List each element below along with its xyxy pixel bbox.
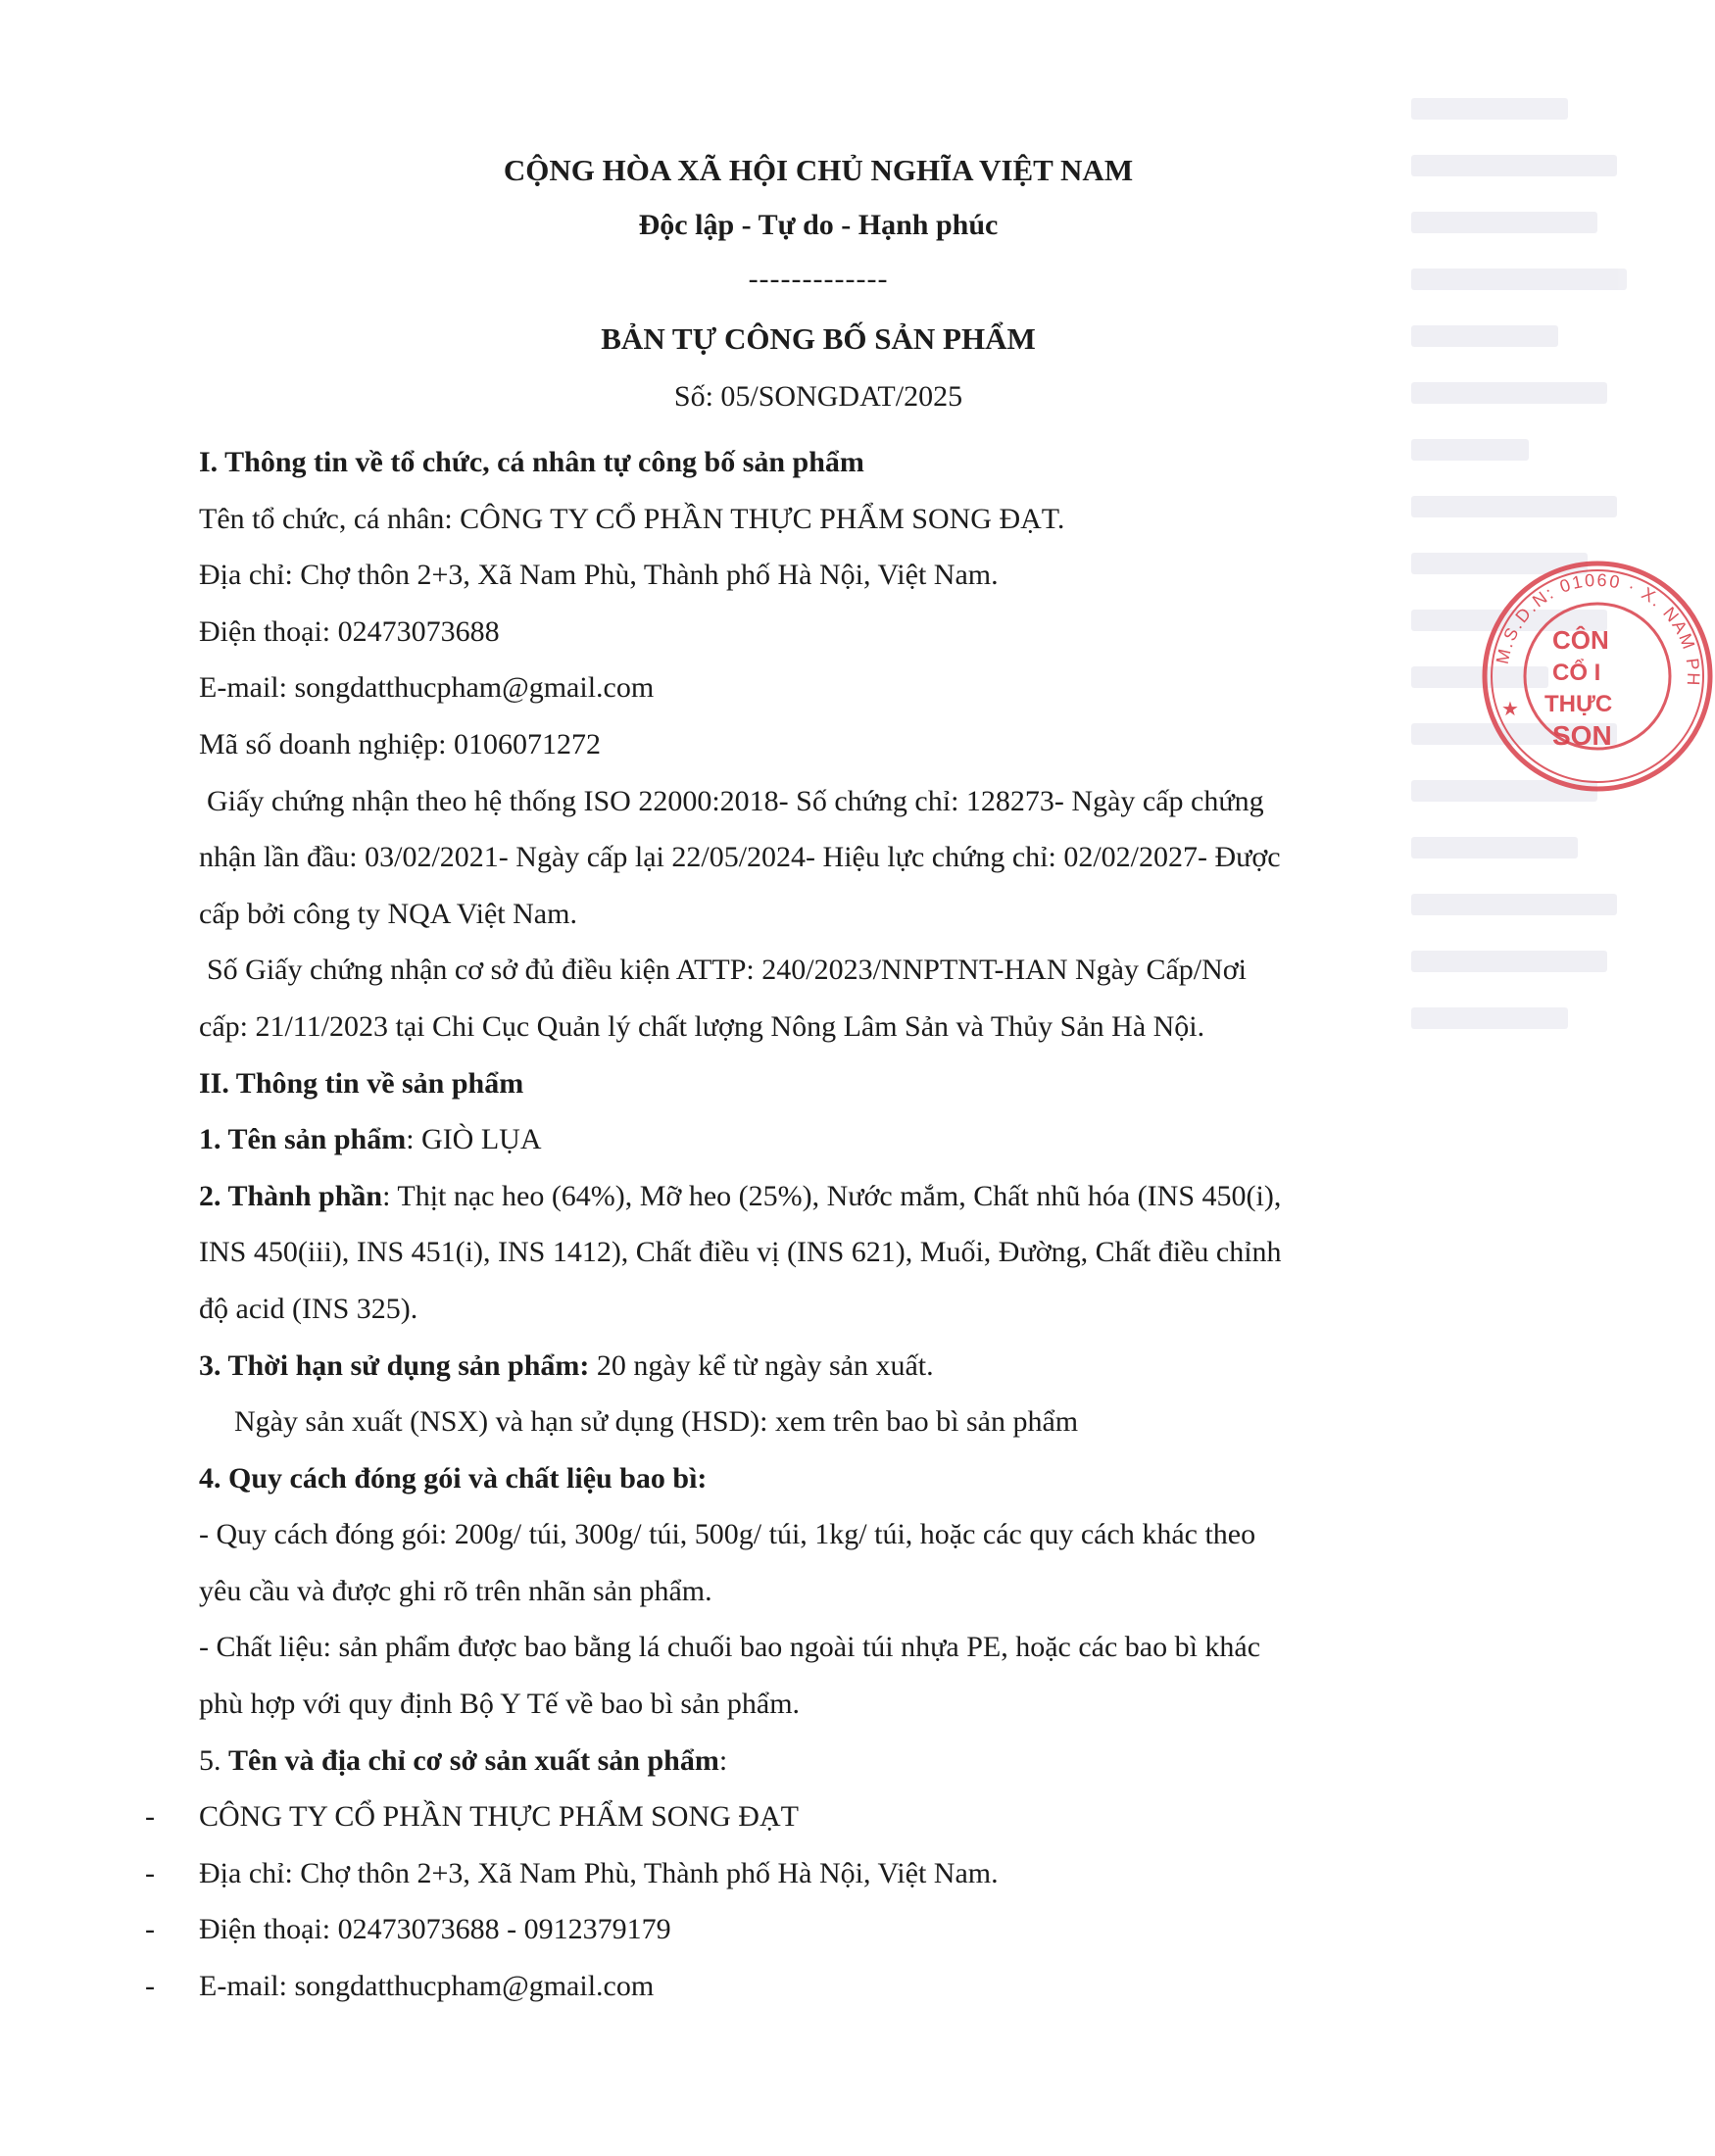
ingredients-text: INS 450(iii), INS 451(i), INS 1412), Chất điều vị (INS 621), Muối, Đường, Chất điều chỉnh	[199, 1236, 1282, 1269]
country-name: CỘNG HÒA XÃ HỘI CHỦ NGHĨA VIỆT NAM	[503, 153, 1134, 187]
stamp-inner-line: THỰC	[1544, 691, 1613, 717]
org-address: Địa chỉ: Chợ thôn 2+3, Xã Nam Phù, Thành phố Hà Nội, Việt Nam.	[199, 559, 999, 592]
org-tax-code: Mã số doanh nghiệp: 0106071272	[199, 727, 601, 760]
document-number: Số: 05/SONGDAT/2025	[673, 380, 963, 413]
producer-list-item	[145, 1958, 1424, 2015]
producer-colon: :	[718, 1743, 728, 1777]
packaging-spec: yêu cầu và được ghi rõ trên nhãn sản phẩm.	[199, 1574, 712, 1607]
producer-address: Địa chỉ: Chợ thôn 2+3, Xã Nam Phù, Thành phố Hà Nội, Việt Nam.	[199, 1856, 999, 1889]
ingredients-text: độ acid (INS 325).	[199, 1292, 418, 1325]
packaging-spec: - Quy cách đóng gói: 200g/ túi, 300g/ túi, 500g/ túi, 1kg/ túi, hoặc các quy cách khác theo	[199, 1518, 1256, 1551]
document-body	[145, 434, 1424, 2015]
section-2-heading: II. Thông tin về sản phẩm	[199, 1066, 524, 1100]
org-email: E-mail: songdatthucpham@gmail.com	[199, 671, 655, 705]
producer-email: E-mail: songdatthucpham@gmail.com	[199, 1970, 655, 2003]
product-name-label: 1. Tên sản phẩm	[199, 1123, 407, 1156]
list-bullet: -	[145, 1800, 155, 1834]
ingredients-text: : Thịt nạc heo (64%), Mỡ heo (25%), Nước mắm, Chất nhũ hóa (INS 450(i),	[382, 1179, 1282, 1212]
national-motto: Độc lập - Tự do - Hạnh phúc	[638, 209, 999, 241]
header-divider: -------------	[748, 263, 889, 295]
producer-phone: Điện thoại: 02473073688 - 0912379179	[199, 1913, 671, 1946]
product-name-row	[199, 1111, 1424, 1168]
product-name-value: : GIÒ LỤA	[406, 1123, 542, 1156]
shelf-life-note: Ngày sản xuất (NSX) và hạn sử dụng (HSD): xem trên bao bì sản phẩm	[234, 1405, 1079, 1439]
document-title: BẢN TỰ CÔNG BỐ SẢN PHẨM	[601, 321, 1036, 356]
org-name: Tên tổ chức, cá nhân: CÔNG TY CỔ PHẦN THỰC PHẨM SONG ĐẠT.	[199, 502, 1065, 535]
section-1-heading: I. Thông tin về tổ chức, cá nhân tự công bố sản phẩm	[199, 446, 864, 478]
producer-list-item	[145, 1901, 1424, 1958]
list-bullet: -	[145, 1970, 155, 2003]
org-phone: Điện thoại: 02473073688	[199, 614, 500, 648]
stamp-star-icon: ★	[1501, 699, 1519, 720]
food-safety-certificate-line: cấp: 21/11/2023 tại Chi Cục Quản lý chất lượng Nông Lâm Sản và Thủy Sản Hà Nội.	[199, 1009, 1205, 1043]
producer-name: CÔNG TY CỔ PHẦN THỰC PHẨM SONG ĐẠT	[199, 1800, 799, 1834]
shelf-life-value: 20 ngày kể từ ngày sản xuất.	[589, 1348, 934, 1382]
producer-number: 5.	[199, 1743, 228, 1777]
iso-certificate-line: cấp bởi công ty NQA Việt Nam.	[199, 897, 577, 930]
stamp-ring-text: M.S.D.N: 01060 · X. NAM PH	[1492, 569, 1704, 688]
packaging-material: - Chất liệu: sản phẩm được bao bằng lá chuối bao ngoài túi nhựa PE, hoặc các bao bì khác	[199, 1631, 1261, 1664]
packaging-heading: 4. Quy cách đóng gói và chất liệu bao bì:	[199, 1461, 708, 1494]
packaging-material: phù hợp với quy định Bộ Y Tế về bao bì sản phẩm.	[199, 1688, 801, 1721]
list-bullet: -	[145, 1856, 155, 1889]
ingredients-row	[199, 1168, 1424, 1225]
producer-list-item	[145, 1788, 1424, 1845]
food-safety-certificate-line: Số Giấy chứng nhận cơ sở đủ điều kiện ATTP: 240/2023/NNPTNT-HAN Ngày Cấp/Nơi	[207, 954, 1248, 987]
shelf-life-label: 3. Thời hạn sử dụng sản phẩm:	[199, 1348, 590, 1382]
iso-certificate-line: Giấy chứng nhận theo hệ thống ISO 22000:2018- Số chứng chỉ: 128273- Ngày cấp chứng	[207, 784, 1264, 817]
producer-heading: Tên và địa chỉ cơ sở sản xuất sản phẩm	[228, 1743, 719, 1777]
list-bullet: -	[145, 1913, 155, 1946]
producer-heading-row	[199, 1733, 1424, 1789]
stamp-inner-line: CỔ I	[1552, 660, 1601, 686]
stamp-inner-line: SON	[1552, 720, 1612, 751]
shelf-life-row	[199, 1338, 1424, 1395]
ingredients-label: 2. Thành phần	[199, 1179, 383, 1212]
producer-list-item	[145, 1845, 1424, 1902]
stamp-inner-line: CÔN	[1552, 625, 1609, 655]
iso-certificate-line: nhận lần đầu: 03/02/2021- Ngày cấp lại 22/05/2024- Hiệu lực chứng chỉ: 02/02/2027- Được	[199, 841, 1281, 874]
company-seal-stamp	[1480, 559, 1715, 794]
